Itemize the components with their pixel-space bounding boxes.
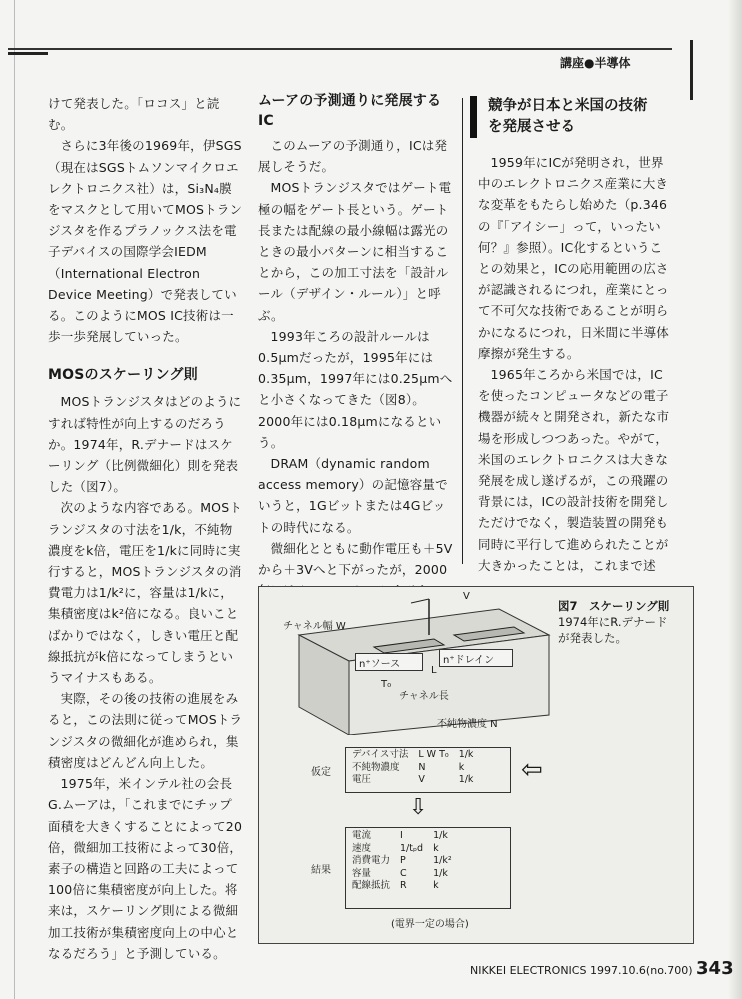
figure-caption-text: 1974年にR.デナードが発表した。: [558, 615, 668, 645]
left-arrow-icon: ⇦: [521, 755, 543, 785]
binding-mark: [690, 40, 693, 100]
table-row: 容量 C 1/k: [352, 867, 448, 879]
label-voltage: V: [463, 591, 470, 602]
paragraph: MOSトランジスタではゲート電極の幅をゲート長という。ゲート長または配線の最小線幅は露光のときの最小パターンに相当することから，この加工寸法を「設計ルール（デザイン・ルール）」と呼ぶ。: [258, 180, 452, 323]
assumption-table: [347, 749, 478, 787]
paragraph: けて発表した。「ロコス」と読む。: [48, 96, 220, 133]
table-row: 配線抵抗 R k: [352, 880, 439, 891]
label-channel-width: チャネル幅 W: [283, 621, 346, 632]
page-number: 343: [696, 958, 734, 979]
heading-bar: [470, 96, 477, 138]
paragraph: 実際，その後の技術の進展をみると，この法則に従ってMOSトランジスタの微細化が進められ，集積密度はどんどん向上した。: [48, 691, 243, 770]
label-drain: n⁺ドレイン: [443, 655, 495, 666]
paragraph: 次のような内容である。MOSトランジスタの寸法を1/k，不純物濃度をk倍，電圧を1/kに同時に実行すると，MOSトランジスタの消費電力は1/k²に，容量は1/kに，集積密度はk²倍になる。良いことばかりではなく，しきい電圧と配線抵抗がk倍になってしまうというマイナスもある。: [48, 500, 243, 686]
section-heading-moore: ムーアの予測通りに発展するIC: [258, 93, 442, 129]
journal-name: NIKKEI ELECTRONICS 1997.10.6(no.700): [470, 964, 693, 977]
column-1: [48, 93, 244, 964]
figure-caption-title: 図7 スケーリング則: [558, 599, 670, 613]
paragraph: さらに3年後の1969年，伊SGS（現在はSGSトムソンマイクロエレクトロニクス社）は，Si₃N₄膜をマスクとして用いてMOSトランジスタを作るプラノックス法を電子デバイスの国際学会IEDM（International Electron Device Meeting）で発表している。このようにMOS IC技術は一歩一歩発展していった。: [48, 138, 243, 345]
mos-transistor-diagram: [279, 595, 569, 735]
paragraph: このムーアの予測通り，ICは発展しそうだ。: [258, 138, 448, 175]
paragraph: 1959年にICが発明され，世界中のエレクトロニクス産業に大きな変革をもたらし始めた（p.346の『「アイシー」って，いったい何？』参照）。IC化するということの効果と，ICの応用範囲の広さが認識されるにつれ，産業にとって不可欠な技術であることが明らかになるにつれ，日米間に半導体摩擦が発生する。: [478, 155, 670, 361]
page-edge-left: [14, 0, 15, 999]
table-row: 電圧 V 1/k: [352, 774, 474, 785]
header-rule-mark: [8, 52, 48, 55]
paragraph: MOSトランジスタはどのようにすれば特性が向上するのだろうか。1974年，R.デナードはスケーリング（比例微細化）則を発表した（図7）。: [48, 394, 242, 495]
result-table: [347, 830, 457, 893]
paragraph: 微細化とともに動作電圧も＋5Vから＋3Vへと下がったが，2000: [258, 540, 453, 578]
table-row: デバイス寸法 L W T₀ 1/k: [352, 749, 474, 760]
figure-caption: [558, 598, 678, 646]
feature-heading-text: 競争が日本と米国の技術を発展させる: [488, 98, 648, 135]
paragraph: 1993年ころの設計ルールは0.5μmだったが，1995年には0.35μm，1997年には0.25μmへと小さくなってきた（図8）。2000年には0.18μmになるという。: [258, 328, 453, 450]
label-impurity: 不純物濃度 N: [437, 719, 498, 730]
section-header: 講座●半導体: [560, 56, 631, 70]
table-row: 電流 I 1/k: [352, 830, 448, 841]
table-row: 不純物濃度 N k: [352, 761, 465, 773]
page-footer: [470, 958, 734, 979]
label-source: n⁺ソース: [359, 659, 401, 670]
header-rule: [8, 48, 672, 50]
page-edge-right: [728, 0, 742, 999]
assumption-label: 仮定: [311, 767, 331, 778]
section-heading-scaling: MOSのスケーリング則: [48, 367, 198, 384]
paragraph: 1975年，米インテル社の会長G.ムーアは，「これまでにチップ面積を大きくすることによって20倍，微細加工技術によって30倍，素子の構造と回路の工夫によって100倍に集積密度が向上した。将来は，スケーリング則による微細加工技術が集積密度向上の中心となるだろう」と予測している。: [48, 776, 243, 961]
column-2: [258, 91, 454, 623]
paragraph: DRAM（dynamic random access memory）の記憶容量でいうと，1Gビットまたは4Gビットの時代になる。: [258, 456, 448, 535]
result-label: 結果: [311, 865, 331, 876]
feature-heading: [470, 96, 670, 138]
figure-note: (電界一定の場合): [391, 919, 469, 930]
label-gate-length: L: [431, 665, 437, 676]
label-channel-length: チャネル長: [399, 691, 449, 702]
label-oxide-thickness: T₀: [381, 679, 392, 690]
table-row: 消費電力 P 1/k²: [352, 855, 452, 866]
table-row: 速度 1/tₚd k: [352, 842, 439, 854]
down-arrow-icon: ⇩: [409, 795, 428, 820]
column-3: [478, 152, 674, 576]
paragraph: 1965年ころから米国では，ICを使ったコンピュータなどの電子機器が続々と開発され，新たな市場を形成しつつあった。やがて，米国のエレクトロニクスは大きな発展を成し遂げるが，この飛躍の背景には，ICの設計技術を開発しただけでなく，製造装置の開発も同時に平行して進められたことが大きかったことは，これまで述: [478, 367, 670, 573]
column-rule: [462, 98, 463, 564]
